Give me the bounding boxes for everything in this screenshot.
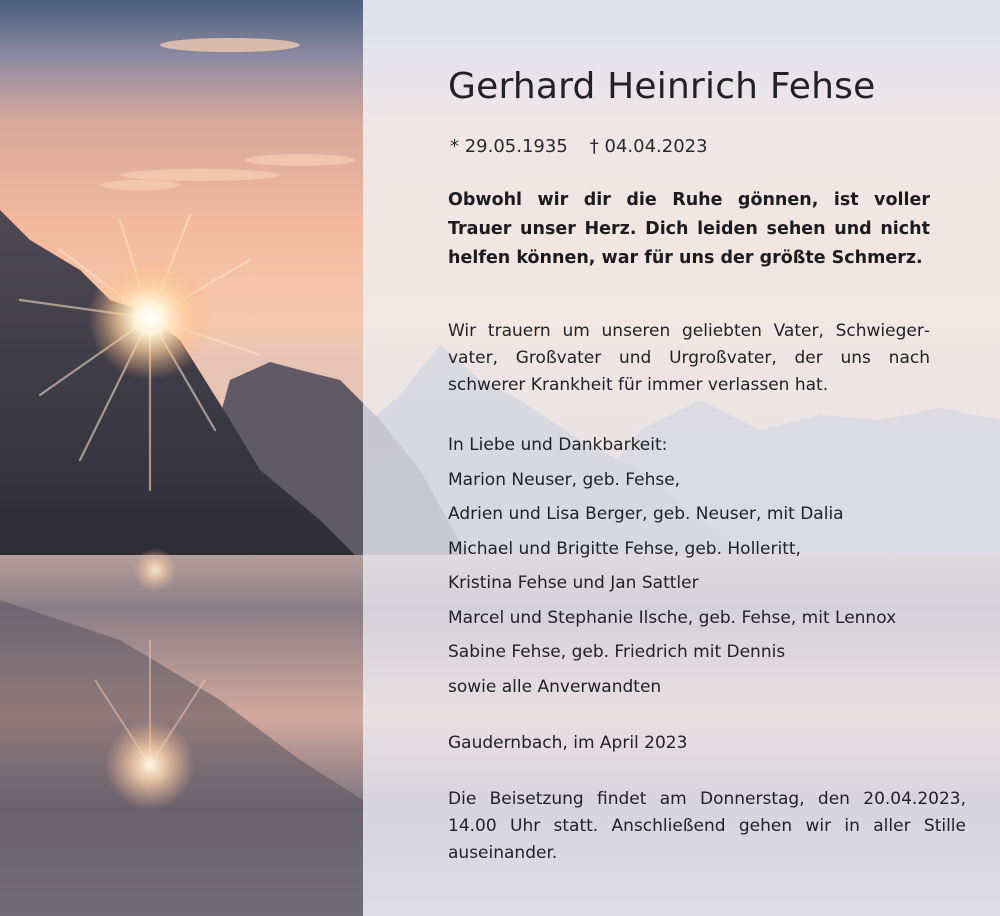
place-and-date: Gaudernbach, im April 2023: [448, 733, 688, 753]
mourner-entry: Marion Neuser, geb. Fehse,: [448, 469, 681, 490]
mourners-list: [448, 428, 968, 704]
burial-notice: Die Beisetzung findet am Donnerstag, den 20.04.2023, 14.00 Uhr statt. Anschließend gehen wir in aller Stille auseinander.: [448, 789, 966, 863]
life-dates: [450, 136, 708, 157]
mourner-entry: Sabine Fehse, geb. Friedrich mit Dennis: [448, 642, 786, 662]
memorial-verse: Obwohl wir dir die Ruhe gönnen, ist voller Trauer unser Herz. Dich leiden sehen und nicht helfen können, war für uns der größte Schmerz.: [448, 190, 930, 268]
mourner-entry: Michael und Brigitte Fehse, geb. Holleritt,: [448, 538, 801, 559]
mourner-entry: Kristina Fehse und Jan Sattler: [448, 573, 699, 593]
mourners-heading: In Liebe und Dankbarkeit:: [448, 435, 668, 455]
mourner-entry: sowie alle Anverwandten: [448, 676, 662, 697]
mourner-entry: Adrien und Lisa Berger, geb. Neuser, mit Dalia: [448, 504, 844, 524]
mourner-entry: Marcel und Stephanie Ilsche, geb. Fehse, mit Lennox: [448, 607, 897, 628]
death-date: † 04.04.2023: [589, 136, 708, 157]
deceased-name: Gerhard Heinrich Fehse: [448, 66, 876, 107]
mourning-intro: Wir trauern um unseren geliebten Vater, Schwiegervater, Großvater und Urgroßvater, der uns nach schwerer Krankheit für immer verlassen hat.: [448, 321, 930, 395]
birth-date: * 29.05.1935: [450, 136, 568, 157]
